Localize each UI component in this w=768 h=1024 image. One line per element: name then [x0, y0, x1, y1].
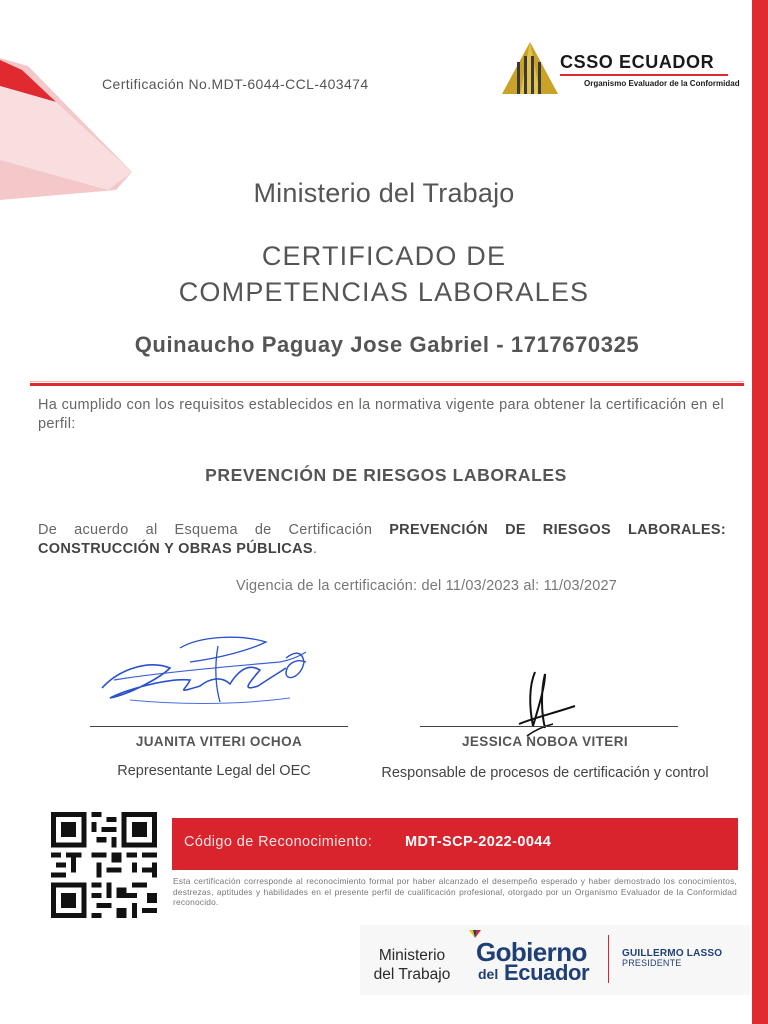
gobierno-del-wordmark: del — [478, 966, 499, 982]
recognition-code-value: MDT-SCP-2022-0044 — [405, 834, 552, 850]
csso-logo-tagline: Organismo Evaluador de la Conformidad — [584, 79, 740, 88]
footer-separator — [608, 935, 609, 983]
signer-name-oec: JUANITA VITERI OCHOA — [135, 734, 303, 749]
recognition-code-label: Código de Reconocimiento: — [184, 834, 373, 850]
validity-statement — [236, 578, 617, 594]
holder-name-id: Quinaucho Paguay Jose Gabriel - 1717670325 — [134, 332, 640, 357]
validity-from-date: 11/03/2023 — [445, 578, 520, 594]
signature-line-process — [420, 726, 678, 727]
scheme-name: PREVENCIÓN DE RIESGOS LABORALES: CONSTRUCCIÓN Y OBRAS PÚBLICAS — [38, 522, 726, 557]
certificate-title-line1: CERTIFICADO DE — [261, 241, 507, 271]
profile-title: PREVENCIÓN DE RIESGOS LABORALES — [205, 465, 567, 485]
ministerio-logo-line1: Ministerio — [378, 947, 446, 964]
certificate-number: Certificación No.MDT-6044-CCL-403474 — [102, 76, 369, 92]
certificate-title — [0, 238, 768, 310]
validity-to-date: 11/03/2027 — [543, 578, 618, 594]
scheme-statement — [38, 521, 726, 559]
recognition-footnote: Esta certificación corresponde al reconocimiento formal por haber alcanzado el desempeño esperado y haber demostrado los conocimientos, destrezas, aptitudes y habilidades en el presente perfil de cualificación profesional, otorgado por un Organismo Evaluador de la Conformidad reconocido. — [173, 876, 737, 907]
recognition-code-banner — [172, 818, 738, 870]
president-name: GUILLERMO LASSO — [622, 948, 723, 959]
ministerio-logo-line2: del Trabajo — [373, 966, 451, 983]
csso-logo-name: CSSO ECUADOR — [560, 52, 715, 72]
ministry-title: Ministerio del Trabajo — [253, 178, 515, 208]
right-edge-gap — [748, 0, 752, 1024]
validity-to-label: al: — [523, 578, 540, 594]
csso-pyramid-icon — [500, 40, 560, 96]
signature-line-oec — [90, 726, 348, 727]
certificate-title-line2: COMPETENCIAS LABORALES — [178, 277, 590, 307]
csso-logo-rule — [560, 74, 728, 76]
signer-role-process: Responsable de procesos de certificación y control — [381, 765, 709, 781]
signature-juanita-viteri — [90, 628, 320, 728]
president-title: PRESIDENTE — [622, 958, 682, 968]
validity-from-label: del — [421, 578, 442, 594]
scheme-suffix: . — [312, 541, 318, 557]
right-edge-bar — [752, 0, 768, 1024]
signer-name-process: JESSICA NOBOA VITERI — [461, 734, 629, 749]
section-divider-shadow — [30, 381, 744, 382]
signer-role-oec: Representante Legal del OEC — [117, 763, 311, 779]
section-divider — [30, 383, 744, 386]
gobierno-wordmark: Gobierno — [476, 937, 587, 967]
csso-ecuador-logo — [500, 40, 740, 96]
ministerio-del-trabajo-logo — [362, 946, 462, 984]
corner-chevron-decoration — [0, 40, 140, 240]
validity-label: Vigencia de la certificación: — [236, 578, 418, 594]
scheme-prefix: De acuerdo al Esquema de Certificación — [38, 522, 390, 538]
gobierno-ecuador-wordmark: Ecuador — [504, 960, 590, 985]
qr-code[interactable] — [48, 812, 160, 918]
intro-statement: Ha cumplido con los requisitos establecidos en la normativa vigente para obtener la certificación en el perfil: — [38, 397, 724, 432]
